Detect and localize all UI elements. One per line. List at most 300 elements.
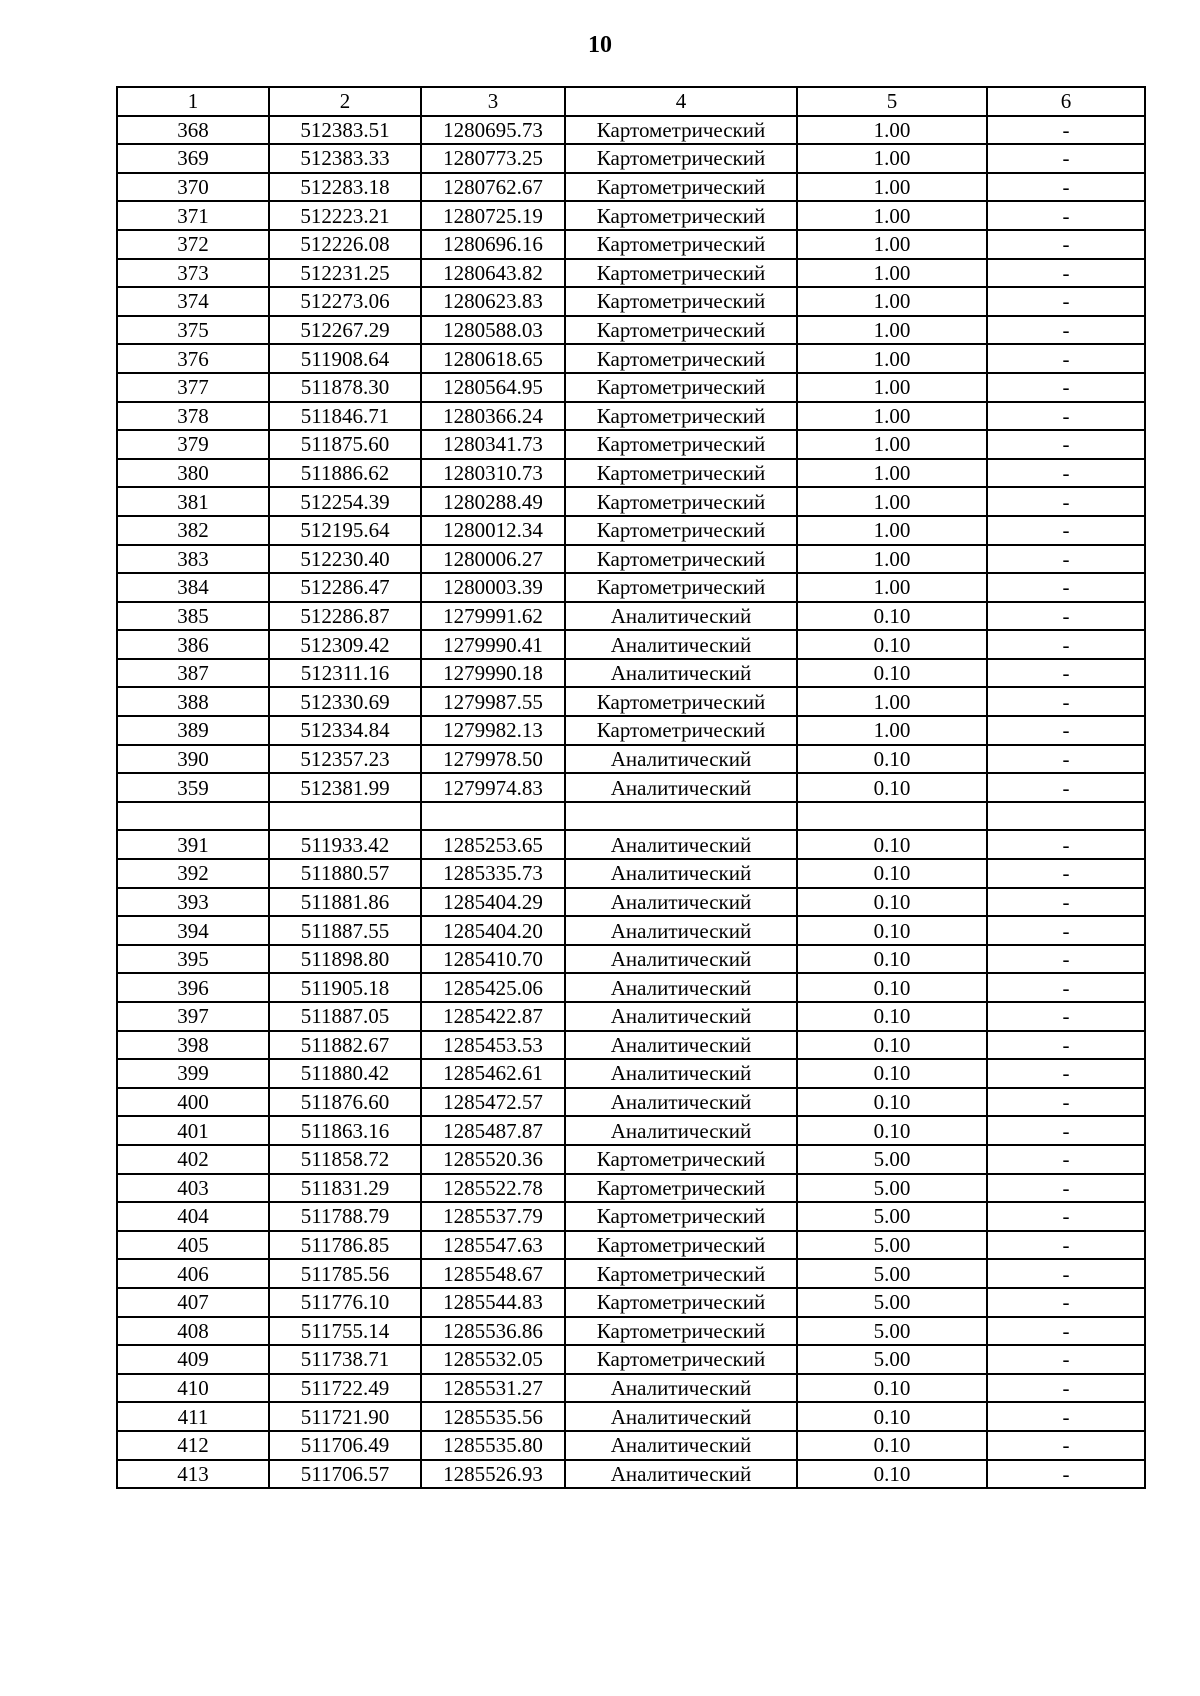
y-coordinate-cell: 1285520.36 <box>421 1145 565 1174</box>
point-number-cell: 374 <box>117 287 269 316</box>
method-cell: Картометрический <box>565 287 797 316</box>
x-coordinate-cell: 511882.67 <box>269 1031 421 1060</box>
x-coordinate-cell: 511905.18 <box>269 973 421 1002</box>
y-coordinate-cell: 1285453.53 <box>421 1031 565 1060</box>
y-coordinate-cell: 1279990.18 <box>421 659 565 688</box>
description-cell: - <box>987 487 1145 516</box>
y-coordinate-cell: 1280643.82 <box>421 259 565 288</box>
accuracy-cell: 1.00 <box>797 687 987 716</box>
method-cell: Аналитический <box>565 1059 797 1088</box>
y-coordinate-cell: 1285544.83 <box>421 1288 565 1317</box>
table-row <box>117 487 1145 516</box>
point-number-cell: 392 <box>117 859 269 888</box>
description-cell: - <box>987 1202 1145 1231</box>
y-coordinate-cell: 1280310.73 <box>421 459 565 488</box>
method-cell: Картометрический <box>565 1317 797 1346</box>
x-coordinate-cell: 512330.69 <box>269 687 421 716</box>
table-row <box>117 516 1145 545</box>
table-row <box>117 630 1145 659</box>
x-coordinate-cell: 511875.60 <box>269 430 421 459</box>
point-number-cell: 412 <box>117 1431 269 1460</box>
accuracy-cell: 0.10 <box>797 945 987 974</box>
y-coordinate-cell: 1285404.20 <box>421 916 565 945</box>
table-row <box>117 201 1145 230</box>
table-row <box>117 659 1145 688</box>
table-row <box>117 802 1145 831</box>
point-number-cell: 394 <box>117 916 269 945</box>
x-coordinate-cell: 512254.39 <box>269 487 421 516</box>
table-row <box>117 1402 1145 1431</box>
point-number-cell: 408 <box>117 1317 269 1346</box>
table-row <box>117 173 1145 202</box>
column-header-1: 1 <box>117 87 269 116</box>
point-number-cell: 386 <box>117 630 269 659</box>
description-cell: - <box>987 830 1145 859</box>
table-row <box>117 545 1145 574</box>
point-number-cell: 389 <box>117 716 269 745</box>
y-coordinate-cell: 1280762.67 <box>421 173 565 202</box>
description-cell: - <box>987 1174 1145 1203</box>
accuracy-cell: 5.00 <box>797 1202 987 1231</box>
method-cell: Картометрический <box>565 201 797 230</box>
accuracy-cell: 0.10 <box>797 1002 987 1031</box>
method-cell: Картометрический <box>565 516 797 545</box>
point-number-cell: 410 <box>117 1374 269 1403</box>
point-number-cell: 377 <box>117 373 269 402</box>
accuracy-cell: 0.10 <box>797 1059 987 1088</box>
x-coordinate-cell: 512226.08 <box>269 230 421 259</box>
table-row <box>117 1345 1145 1374</box>
y-coordinate-cell: 1280725.19 <box>421 201 565 230</box>
accuracy-cell: 1.00 <box>797 716 987 745</box>
table-body <box>117 116 1145 1489</box>
description-cell: - <box>987 1402 1145 1431</box>
method-cell: Аналитический <box>565 1031 797 1060</box>
y-coordinate-cell: 1280012.34 <box>421 516 565 545</box>
accuracy-cell: 0.10 <box>797 916 987 945</box>
accuracy-cell: 0.10 <box>797 745 987 774</box>
method-cell: Аналитический <box>565 1374 797 1403</box>
method-cell: Картометрический <box>565 344 797 373</box>
point-number-cell: 370 <box>117 173 269 202</box>
x-coordinate-cell: 512383.51 <box>269 116 421 145</box>
y-coordinate-cell: 1285535.80 <box>421 1431 565 1460</box>
table-row <box>117 888 1145 917</box>
y-coordinate-cell: 1285532.05 <box>421 1345 565 1374</box>
accuracy-cell: 1.00 <box>797 373 987 402</box>
table-row <box>117 687 1145 716</box>
description-cell: - <box>987 1031 1145 1060</box>
accuracy-cell: 1.00 <box>797 459 987 488</box>
description-cell: - <box>987 316 1145 345</box>
x-coordinate-cell: 512273.06 <box>269 287 421 316</box>
table-row <box>117 116 1145 145</box>
x-coordinate-cell: 511846.71 <box>269 402 421 431</box>
table-row <box>117 716 1145 745</box>
column-header-4: 4 <box>565 87 797 116</box>
y-coordinate-cell: 1285537.79 <box>421 1202 565 1231</box>
point-number-cell: 405 <box>117 1231 269 1260</box>
table-row <box>117 1116 1145 1145</box>
accuracy-cell: 0.10 <box>797 659 987 688</box>
accuracy-cell: 0.10 <box>797 773 987 802</box>
method-cell: Картометрический <box>565 259 797 288</box>
description-cell: - <box>987 1002 1145 1031</box>
method-cell: Картометрический <box>565 173 797 202</box>
description-cell: - <box>987 1259 1145 1288</box>
description-cell: - <box>987 516 1145 545</box>
method-cell: Аналитический <box>565 973 797 1002</box>
x-coordinate-cell: 512286.87 <box>269 602 421 631</box>
point-number-cell: 403 <box>117 1174 269 1203</box>
table-header-row <box>117 87 1145 116</box>
description-cell: - <box>987 144 1145 173</box>
table-row <box>117 430 1145 459</box>
point-number-cell: 401 <box>117 1116 269 1145</box>
accuracy-cell: 0.10 <box>797 1460 987 1489</box>
accuracy-cell: 1.00 <box>797 173 987 202</box>
point-number-cell: 371 <box>117 201 269 230</box>
x-coordinate-cell: 512357.23 <box>269 745 421 774</box>
point-number-cell: 409 <box>117 1345 269 1374</box>
method-cell: Аналитический <box>565 1116 797 1145</box>
method-cell: Аналитический <box>565 830 797 859</box>
column-header-5: 5 <box>797 87 987 116</box>
y-coordinate-cell: 1280623.83 <box>421 287 565 316</box>
table-row <box>117 1317 1145 1346</box>
y-coordinate-cell: 1279991.62 <box>421 602 565 631</box>
table-row <box>117 373 1145 402</box>
y-coordinate-cell: 1285462.61 <box>421 1059 565 1088</box>
y-coordinate-cell: 1280618.65 <box>421 344 565 373</box>
method-cell: Картометрический <box>565 316 797 345</box>
description-cell: - <box>987 1460 1145 1489</box>
method-cell: Аналитический <box>565 916 797 945</box>
method-cell: Картометрический <box>565 1259 797 1288</box>
point-number-cell: 397 <box>117 1002 269 1031</box>
y-coordinate-cell: 1285410.70 <box>421 945 565 974</box>
description-cell: - <box>987 545 1145 574</box>
table-row <box>117 230 1145 259</box>
x-coordinate-cell: 511722.49 <box>269 1374 421 1403</box>
x-coordinate-cell: 511706.49 <box>269 1431 421 1460</box>
y-coordinate-cell: 1279974.83 <box>421 773 565 802</box>
method-cell: Аналитический <box>565 1402 797 1431</box>
x-coordinate-cell: 511876.60 <box>269 1088 421 1117</box>
method-cell: Аналитический <box>565 773 797 802</box>
accuracy-cell: 5.00 <box>797 1231 987 1260</box>
x-coordinate-cell: 511878.30 <box>269 373 421 402</box>
table-row <box>117 344 1145 373</box>
description-cell: - <box>987 344 1145 373</box>
method-cell: Аналитический <box>565 1431 797 1460</box>
accuracy-cell: 0.10 <box>797 1374 987 1403</box>
y-coordinate-cell <box>421 802 565 831</box>
table-row <box>117 1202 1145 1231</box>
accuracy-cell: 1.00 <box>797 259 987 288</box>
point-number-cell: 407 <box>117 1288 269 1317</box>
accuracy-cell: 1.00 <box>797 116 987 145</box>
method-cell: Картометрический <box>565 116 797 145</box>
description-cell: - <box>987 1288 1145 1317</box>
accuracy-cell: 5.00 <box>797 1259 987 1288</box>
accuracy-cell: 0.10 <box>797 1116 987 1145</box>
page-number: 10 <box>588 32 612 58</box>
point-number-cell: 402 <box>117 1145 269 1174</box>
method-cell: Аналитический <box>565 1002 797 1031</box>
x-coordinate-cell: 512283.18 <box>269 173 421 202</box>
table-row <box>117 1088 1145 1117</box>
description-cell: - <box>987 201 1145 230</box>
accuracy-cell: 5.00 <box>797 1317 987 1346</box>
method-cell: Картометрический <box>565 430 797 459</box>
description-cell: - <box>987 1088 1145 1117</box>
accuracy-cell <box>797 802 987 831</box>
table-row <box>117 259 1145 288</box>
method-cell: Картометрический <box>565 459 797 488</box>
method-cell: Картометрический <box>565 402 797 431</box>
x-coordinate-cell: 511858.72 <box>269 1145 421 1174</box>
description-cell: - <box>987 945 1145 974</box>
description-cell: - <box>987 573 1145 602</box>
method-cell: Картометрический <box>565 230 797 259</box>
table-row <box>117 1431 1145 1460</box>
method-cell: Картометрический <box>565 144 797 173</box>
description-cell: - <box>987 1116 1145 1145</box>
x-coordinate-cell: 511908.64 <box>269 344 421 373</box>
x-coordinate-cell: 512334.84 <box>269 716 421 745</box>
accuracy-cell: 0.10 <box>797 602 987 631</box>
column-header-3: 3 <box>421 87 565 116</box>
method-cell: Картометрический <box>565 1145 797 1174</box>
point-number-cell: 380 <box>117 459 269 488</box>
y-coordinate-cell: 1280588.03 <box>421 316 565 345</box>
y-coordinate-cell: 1285535.56 <box>421 1402 565 1431</box>
x-coordinate-cell: 511738.71 <box>269 1345 421 1374</box>
description-cell: - <box>987 716 1145 745</box>
y-coordinate-cell: 1285531.27 <box>421 1374 565 1403</box>
description-cell: - <box>987 973 1145 1002</box>
point-number-cell: 411 <box>117 1402 269 1431</box>
accuracy-cell: 1.00 <box>797 402 987 431</box>
x-coordinate-cell: 512381.99 <box>269 773 421 802</box>
description-cell: - <box>987 602 1145 631</box>
accuracy-cell: 1.00 <box>797 545 987 574</box>
accuracy-cell: 0.10 <box>797 630 987 659</box>
method-cell: Картометрический <box>565 1174 797 1203</box>
x-coordinate-cell: 511776.10 <box>269 1288 421 1317</box>
method-cell: Аналитический <box>565 745 797 774</box>
point-number-cell <box>117 802 269 831</box>
point-number-cell: 359 <box>117 773 269 802</box>
table-row <box>117 1002 1145 1031</box>
column-header-6: 6 <box>987 87 1145 116</box>
accuracy-cell: 1.00 <box>797 230 987 259</box>
x-coordinate-cell: 511755.14 <box>269 1317 421 1346</box>
point-number-cell: 387 <box>117 659 269 688</box>
point-number-cell: 373 <box>117 259 269 288</box>
x-coordinate-cell: 512230.40 <box>269 545 421 574</box>
x-coordinate-cell: 511721.90 <box>269 1402 421 1431</box>
point-number-cell: 404 <box>117 1202 269 1231</box>
y-coordinate-cell: 1285425.06 <box>421 973 565 1002</box>
table-row <box>117 1231 1145 1260</box>
table-row <box>117 287 1145 316</box>
x-coordinate-cell: 512311.16 <box>269 659 421 688</box>
accuracy-cell: 0.10 <box>797 859 987 888</box>
accuracy-cell: 1.00 <box>797 201 987 230</box>
description-cell: - <box>987 1374 1145 1403</box>
accuracy-cell: 1.00 <box>797 430 987 459</box>
x-coordinate-cell: 512309.42 <box>269 630 421 659</box>
x-coordinate-cell: 511831.29 <box>269 1174 421 1203</box>
point-number-cell: 385 <box>117 602 269 631</box>
point-number-cell: 391 <box>117 830 269 859</box>
description-cell: - <box>987 745 1145 774</box>
table-row <box>117 859 1145 888</box>
table-row <box>117 144 1145 173</box>
x-coordinate-cell: 511887.55 <box>269 916 421 945</box>
description-cell: - <box>987 287 1145 316</box>
table-row <box>117 916 1145 945</box>
y-coordinate-cell: 1279987.55 <box>421 687 565 716</box>
y-coordinate-cell: 1280773.25 <box>421 144 565 173</box>
accuracy-cell: 0.10 <box>797 830 987 859</box>
accuracy-cell: 5.00 <box>797 1288 987 1317</box>
y-coordinate-cell: 1285253.65 <box>421 830 565 859</box>
y-coordinate-cell: 1280366.24 <box>421 402 565 431</box>
method-cell: Аналитический <box>565 659 797 688</box>
point-number-cell: 378 <box>117 402 269 431</box>
description-cell: - <box>987 1431 1145 1460</box>
y-coordinate-cell: 1280006.27 <box>421 545 565 574</box>
description-cell: - <box>987 888 1145 917</box>
method-cell: Картометрический <box>565 545 797 574</box>
description-cell: - <box>987 659 1145 688</box>
description-cell: - <box>987 1345 1145 1374</box>
description-cell <box>987 802 1145 831</box>
y-coordinate-cell: 1279978.50 <box>421 745 565 774</box>
y-coordinate-cell: 1285487.87 <box>421 1116 565 1145</box>
method-cell: Аналитический <box>565 888 797 917</box>
accuracy-cell: 0.10 <box>797 1031 987 1060</box>
accuracy-cell: 0.10 <box>797 1402 987 1431</box>
method-cell: Аналитический <box>565 1088 797 1117</box>
point-number-cell: 398 <box>117 1031 269 1060</box>
y-coordinate-cell: 1280564.95 <box>421 373 565 402</box>
point-number-cell: 372 <box>117 230 269 259</box>
y-coordinate-cell: 1285548.67 <box>421 1259 565 1288</box>
description-cell: - <box>987 630 1145 659</box>
x-coordinate-cell: 511786.85 <box>269 1231 421 1260</box>
y-coordinate-cell: 1285335.73 <box>421 859 565 888</box>
table-row <box>117 773 1145 802</box>
method-cell: Аналитический <box>565 1460 797 1489</box>
table-row <box>117 316 1145 345</box>
point-number-cell: 388 <box>117 687 269 716</box>
y-coordinate-cell: 1280695.73 <box>421 116 565 145</box>
x-coordinate-cell: 511933.42 <box>269 830 421 859</box>
method-cell: Картометрический <box>565 1288 797 1317</box>
coordinates-table <box>116 86 1146 1489</box>
x-coordinate-cell: 511880.57 <box>269 859 421 888</box>
accuracy-cell: 0.10 <box>797 888 987 917</box>
y-coordinate-cell: 1285522.78 <box>421 1174 565 1203</box>
x-coordinate-cell: 511887.05 <box>269 1002 421 1031</box>
point-number-cell: 393 <box>117 888 269 917</box>
y-coordinate-cell: 1285404.29 <box>421 888 565 917</box>
method-cell: Картометрический <box>565 1202 797 1231</box>
accuracy-cell: 0.10 <box>797 1088 987 1117</box>
description-cell: - <box>987 1145 1145 1174</box>
y-coordinate-cell: 1285547.63 <box>421 1231 565 1260</box>
x-coordinate-cell: 512231.25 <box>269 259 421 288</box>
x-coordinate-cell: 511881.86 <box>269 888 421 917</box>
point-number-cell: 384 <box>117 573 269 602</box>
point-number-cell: 395 <box>117 945 269 974</box>
table-row <box>117 1145 1145 1174</box>
description-cell: - <box>987 687 1145 716</box>
accuracy-cell: 1.00 <box>797 573 987 602</box>
description-cell: - <box>987 1059 1145 1088</box>
method-cell: Аналитический <box>565 859 797 888</box>
y-coordinate-cell: 1279982.13 <box>421 716 565 745</box>
description-cell: - <box>987 230 1145 259</box>
y-coordinate-cell: 1285536.86 <box>421 1317 565 1346</box>
point-number-cell: 382 <box>117 516 269 545</box>
x-coordinate-cell: 511898.80 <box>269 945 421 974</box>
x-coordinate-cell: 512383.33 <box>269 144 421 173</box>
point-number-cell: 368 <box>117 116 269 145</box>
accuracy-cell: 0.10 <box>797 973 987 1002</box>
description-cell: - <box>987 173 1145 202</box>
x-coordinate-cell <box>269 802 421 831</box>
method-cell: Картометрический <box>565 573 797 602</box>
point-number-cell: 406 <box>117 1259 269 1288</box>
table-row <box>117 1031 1145 1060</box>
table-row <box>117 973 1145 1002</box>
x-coordinate-cell: 511788.79 <box>269 1202 421 1231</box>
table-row <box>117 1374 1145 1403</box>
y-coordinate-cell: 1280341.73 <box>421 430 565 459</box>
point-number-cell: 399 <box>117 1059 269 1088</box>
column-header-2: 2 <box>269 87 421 116</box>
method-cell: Картометрический <box>565 1231 797 1260</box>
accuracy-cell: 1.00 <box>797 516 987 545</box>
description-cell: - <box>987 259 1145 288</box>
table-row <box>117 945 1145 974</box>
x-coordinate-cell: 511880.42 <box>269 1059 421 1088</box>
table-row <box>117 602 1145 631</box>
x-coordinate-cell: 512223.21 <box>269 201 421 230</box>
table-row <box>117 1174 1145 1203</box>
method-cell: Картометрический <box>565 373 797 402</box>
table-row <box>117 1288 1145 1317</box>
accuracy-cell: 1.00 <box>797 144 987 173</box>
x-coordinate-cell: 512267.29 <box>269 316 421 345</box>
description-cell: - <box>987 373 1145 402</box>
y-coordinate-cell: 1285422.87 <box>421 1002 565 1031</box>
x-coordinate-cell: 511706.57 <box>269 1460 421 1489</box>
x-coordinate-cell: 512195.64 <box>269 516 421 545</box>
point-number-cell: 381 <box>117 487 269 516</box>
method-cell: Картометрический <box>565 687 797 716</box>
accuracy-cell: 1.00 <box>797 287 987 316</box>
table-row <box>117 1460 1145 1489</box>
accuracy-cell: 5.00 <box>797 1145 987 1174</box>
point-number-cell: 396 <box>117 973 269 1002</box>
method-cell: Аналитический <box>565 602 797 631</box>
